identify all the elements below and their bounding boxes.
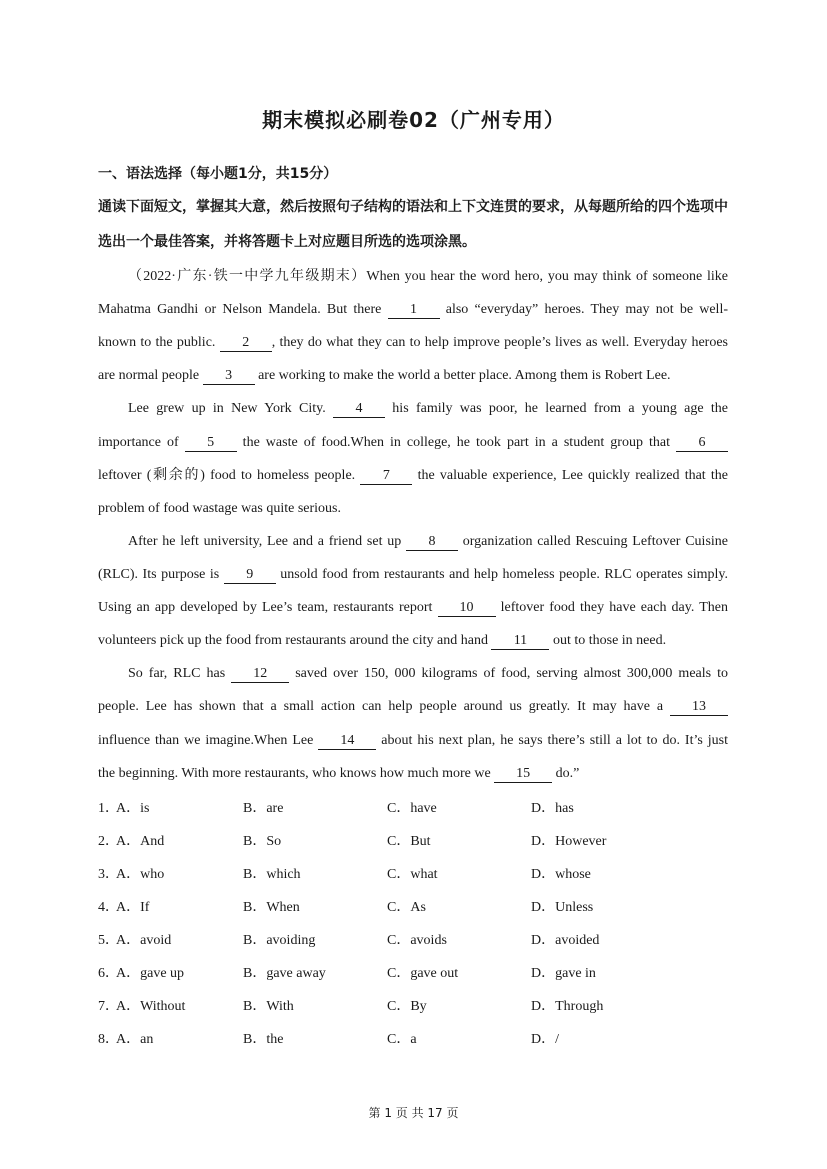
- passage-line: (RLC). Its purpose is 9 unsold food from restaurants and help homeless people. RLC operates simply.: [98, 567, 729, 582]
- blank-15: 15: [494, 765, 552, 783]
- passage-line: problem of food wastage was quite serious.: [98, 501, 341, 516]
- option-d: D．whose: [531, 867, 591, 882]
- passage-line: Lee grew up in New York City. 4 his family was poor, he learned from a young age the: [128, 401, 728, 416]
- option-row: 7． A．Without B．With C．By D．Through: [98, 995, 728, 1015]
- page-title: 期末模拟必刷卷02（广州专用）: [262, 108, 565, 132]
- option-row: 5． A．avoid B．avoiding C．avoids D．avoided: [98, 929, 728, 949]
- option-row: 3． A．who B．which C．what D．whose: [98, 863, 728, 883]
- option-a: A．who: [116, 867, 165, 882]
- option-b: B．With: [243, 999, 294, 1014]
- passage-line: people. Lee has shown that a small action can help people around us greatly. It may have a 13: [98, 697, 728, 717]
- instruction-line-2: 选出一个最佳答案，并将答题卡上对应题目所选的选项涂黑。: [98, 234, 476, 250]
- option-row: 1． A．is B．are C．have D．has: [98, 797, 728, 817]
- option-c: C．a: [387, 1032, 417, 1047]
- option-d: D．However: [531, 834, 607, 849]
- option-c: C．avoids: [387, 933, 447, 948]
- blank-14: 14: [318, 732, 376, 750]
- option-b: B．which: [243, 867, 301, 882]
- passage-line: So far, RLC has 12 saved over 150, 000 kilograms of food, serving almost 300,000 meals to: [128, 666, 728, 681]
- blank-9: 9: [224, 566, 276, 584]
- blank-13: 13: [670, 698, 728, 716]
- passage-line: are normal people 3 are working to make the world a better place. Among them is Robert Lee.: [98, 368, 671, 383]
- passage-line: importance of 5 the waste of food.When in college, he took part in a student group that 6: [98, 433, 728, 453]
- option-d: D．has: [531, 801, 574, 816]
- option-a: A．Without: [116, 999, 186, 1014]
- option-a: A．an: [116, 1032, 154, 1047]
- option-c: C．But: [387, 834, 431, 849]
- option-d: D．gave in: [531, 966, 596, 981]
- option-b: B．gave away: [243, 966, 326, 981]
- option-a: A．avoid: [116, 933, 172, 948]
- blank-1: 1: [388, 301, 440, 319]
- option-a: A．is: [116, 801, 150, 816]
- passage-line: After he left university, Lee and a friend set up 8 organization called Rescuing Leftover Cuisine: [128, 534, 728, 549]
- option-c: C．By: [387, 999, 427, 1014]
- blank-12: 12: [231, 665, 289, 683]
- blank-6: 6: [676, 434, 728, 452]
- option-b: B．are: [243, 801, 284, 816]
- blank-11: 11: [491, 632, 549, 650]
- option-d: D．Unless: [531, 900, 594, 915]
- passage-line: the beginning. With more restaurants, who knows how much more we 15 do.”: [98, 766, 580, 781]
- option-c: C．gave out: [387, 966, 459, 981]
- blank-4: 4: [333, 400, 385, 418]
- option-d: D．/: [531, 1032, 559, 1047]
- blank-7: 7: [360, 467, 412, 485]
- option-b: B．avoiding: [243, 933, 316, 948]
- option-c: C．have: [387, 801, 437, 816]
- option-b: B．So: [243, 834, 282, 849]
- option-d: D．avoided: [531, 933, 600, 948]
- option-row: 6． A．gave up B．gave away C．gave out D．gave in: [98, 962, 728, 982]
- blank-3: 3: [203, 367, 255, 385]
- option-row: 2． A．And B．So C．But D．However: [98, 830, 728, 850]
- section-heading: 一、语法选择（每小题1分，共15分）: [98, 166, 338, 182]
- option-a: A．And: [116, 834, 165, 849]
- passage-line: known to the public. 2 , they do what they can to help improve people’s lives as well. Everyday heroes: [98, 335, 728, 350]
- passage-line: influence than we imagine.When Lee 14 about his next plan, he says there’s still a lot to do. It’s just: [98, 733, 729, 748]
- blank-8: 8: [406, 533, 458, 551]
- option-d: D．Through: [531, 999, 604, 1014]
- option-a: A．If: [116, 900, 150, 915]
- instruction-line-1: 通读下面短文，掌握其大意，然后按照句子结构的语法和上下文连贯的要求，从每题所给的四个选项中: [98, 199, 728, 215]
- option-a: A．gave up: [116, 966, 185, 981]
- passage-line: Mahatma Gandhi or Nelson Mandela. But there 1 also “everyday” heroes. They may not be well-: [98, 302, 729, 317]
- option-c: C．As: [387, 900, 426, 915]
- option-row: 4． A．If B．When C．As D．Unless: [98, 896, 728, 916]
- option-row: 8． A．an B．the C．a D．/: [98, 1028, 728, 1048]
- passage-line: Using an app developed by Lee’s team, restaurants report 10 leftover food they have each day. Then: [98, 600, 728, 615]
- passage-line: volunteers pick up the food from restaurants around the city and hand 11 out to those in need.: [98, 633, 667, 648]
- page-footer: 第 1 页 共 17 页: [368, 1106, 459, 1120]
- passage-line: （2022·广东·铁一中学九年级期末）When you hear the word hero, you may think of someone like: [128, 269, 728, 284]
- passage-line: leftover (剩余的) food to homeless people. 7 the valuable experience, Lee quickly realized that the: [98, 468, 728, 483]
- option-c: C．what: [387, 867, 438, 882]
- option-b: B．the: [243, 1032, 284, 1047]
- blank-10: 10: [438, 599, 496, 617]
- option-b: B．When: [243, 900, 300, 915]
- blank-2: 2: [220, 334, 272, 352]
- blank-5: 5: [185, 434, 237, 452]
